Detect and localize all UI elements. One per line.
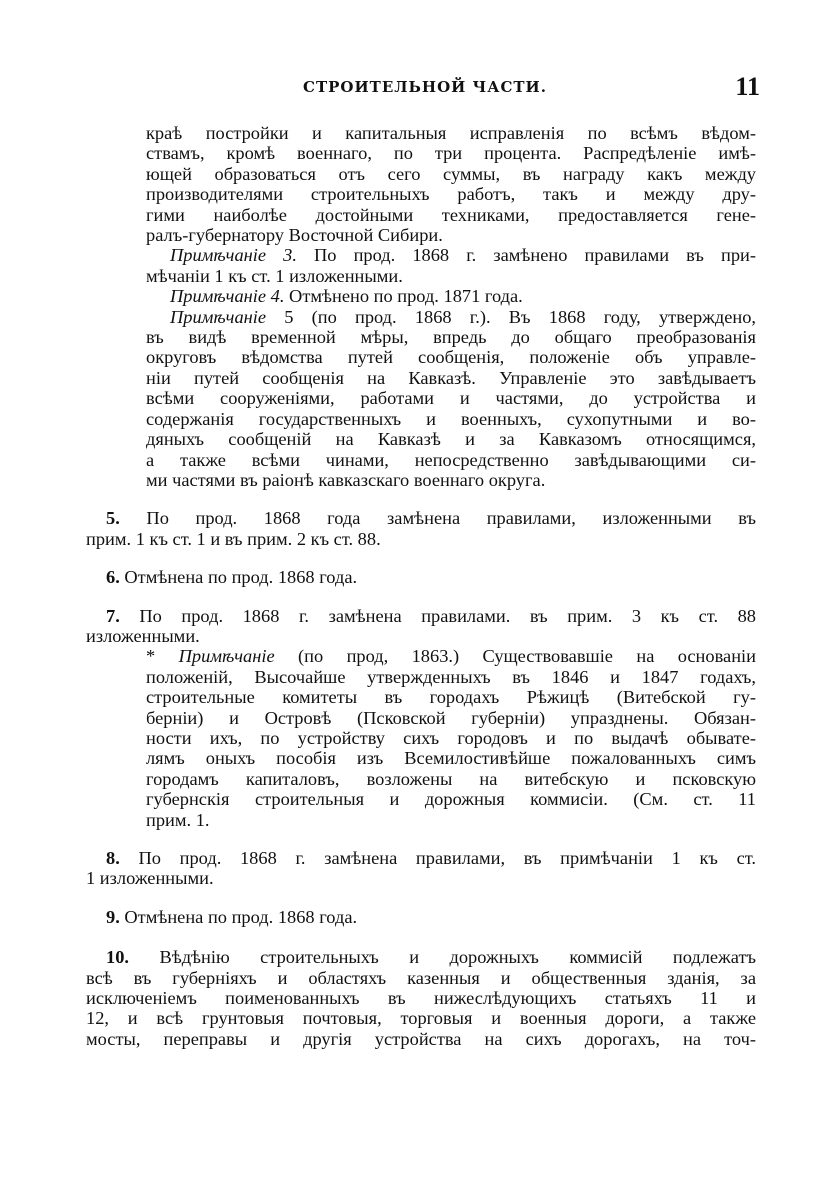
article-number: 9. <box>106 906 120 927</box>
text-line: прим. 1. <box>146 809 210 830</box>
text-line: въ видѣ временной мѣры, впредь до общаго преобразованія <box>146 327 756 348</box>
text-line: мосты, переправы и другія устройства на сихъ дорогахъ, на точ- <box>86 1028 756 1049</box>
page-header <box>90 72 760 106</box>
text-line: а также всѣми чинами, непосредственно завѣдывающими си- <box>146 449 756 470</box>
paragraph-gap <box>86 490 756 508</box>
text-line: содержанія государственныхъ и военныхъ, сухопутными и во- <box>146 408 756 429</box>
text-line: гими наиболѣе достойными техниками, предоставляется гене- <box>146 204 756 225</box>
text-line: лямъ оныхъ пособія изъ Всемилостивѣйше пожалованныхъ симъ <box>146 748 756 769</box>
text-line: мѣчаніи 1 къ ст. 1 изложенными. <box>146 265 403 286</box>
text-line <box>86 567 756 587</box>
text-line <box>146 286 756 306</box>
text-line: ющей образоваться отъ сего суммы, въ награду какъ между <box>146 163 756 184</box>
article-5 <box>86 508 756 549</box>
note-text: (по прод, 1863.) Существовавшіе на основаніи <box>274 646 756 667</box>
article-9 <box>86 907 756 927</box>
text-line: всѣ въ губерніяхъ и областяхъ казенныя и общественныя зданія, за <box>86 967 756 988</box>
text-line: округовъ вѣдомства путей сообщенія, положеніе объ управле- <box>146 347 756 368</box>
paragraph-gap <box>86 889 756 907</box>
text-line: изложенными. <box>86 625 200 646</box>
text-line: городамъ капиталовъ, возложены на витебскую и псковскую <box>146 768 756 789</box>
text-line <box>86 947 756 967</box>
page-number: 11 <box>735 72 760 101</box>
note-4 <box>86 286 756 306</box>
text-line: прим. 1 къ ст. 1 и въ прим. 2 къ ст. 88. <box>86 528 381 549</box>
text-line <box>146 646 756 666</box>
text-line: краѣ постройки и капитальныя исправленія по всѣмъ вѣдом- <box>146 123 756 143</box>
note-5 <box>86 307 756 491</box>
article-7 <box>86 606 756 647</box>
article-6 <box>86 567 756 587</box>
paragraph-gap <box>86 927 756 947</box>
article-text: По прод. 1868 года замѣнена правилами, изложенными въ <box>119 508 756 529</box>
article-number: 8. <box>106 848 120 868</box>
text-line <box>86 508 756 528</box>
note-text: 5 (по прод. 1868 г.). Въ 1868 году, утверждено, <box>266 306 756 327</box>
paragraph-gap <box>86 830 756 848</box>
note-text: По прод. 1868 г. замѣнено правилами въ при- <box>296 245 756 266</box>
text-line: положеній, Высочайше утвержденныхъ въ 1846 и 1847 годахъ, <box>146 666 756 687</box>
article-text: По прод. 1868 г. замѣнена правилами, въ примѣчаніи 1 къ ст. <box>119 848 756 868</box>
paragraph-gap <box>86 588 756 606</box>
article-8 <box>86 848 756 889</box>
note-text: Отмѣнено по прод. 1871 года. <box>284 286 523 307</box>
continuation-paragraph <box>86 123 756 245</box>
text-line: строительные комитеты въ городахъ Рѣжицѣ (Витебской гу- <box>146 687 756 708</box>
page-body <box>86 123 756 1049</box>
text-line: всѣми сооруженіями, работами и частями, до устройства и <box>146 388 756 409</box>
article-text: Вѣдѣнію строительныхъ и дорожныхъ коммисій подлежатъ <box>129 947 756 968</box>
article-text: По прод. 1868 г. замѣнена правилами. въ прим. 3 къ ст. 88 <box>119 605 756 626</box>
text-line: ніи путей сообщенія на Кавказѣ. Управленіе это завѣдываетъ <box>146 367 756 388</box>
text-line: берніи) и Островѣ (Псковской губерніи) упразднены. Обязан- <box>146 707 756 728</box>
text-line: ности ихъ, по устройству сихъ городовъ и по выдачѣ обывате- <box>146 727 756 748</box>
text-line: ми частями въ раіонѣ кавказскаго военнаго округа. <box>146 469 546 490</box>
article-text: Отмѣнена по прод. 1868 года. <box>119 906 358 927</box>
paragraph-gap <box>86 549 756 567</box>
text-line: губернскія строительныя и дорожныя коммисіи. (См. ст. 11 <box>146 789 756 810</box>
text-line: 12, и всѣ грунтовыя почтовыя, торговыя и военныя дороги, а также <box>86 1008 756 1029</box>
article-number: 10. <box>106 947 129 968</box>
note-label: Примѣчаніе <box>178 646 275 667</box>
text-line: 1 изложенными. <box>86 868 214 889</box>
note-3 <box>86 245 756 286</box>
running-head: СТРОИТЕЛЬНОЙ ЧАСТИ. <box>303 78 547 96</box>
text-line: дяныхъ сообщеній на Кавказѣ и за Кавказомъ относящимся, <box>146 429 756 450</box>
article-number: 5. <box>106 508 120 529</box>
note-label: Примѣчаніе <box>170 306 267 327</box>
note-article-7 <box>86 646 756 830</box>
article-10 <box>86 947 756 1049</box>
note-label: Примѣчаніе 3. <box>170 245 297 266</box>
text-line <box>146 245 756 265</box>
note-label: Примѣчаніе 4. <box>170 286 285 307</box>
text-line <box>86 848 756 868</box>
text-line <box>146 307 756 327</box>
text-line: исключеніемъ поименованныхъ въ нижеслѣдующихъ статьяхъ 11 и <box>86 988 756 1009</box>
footnote-mark: * <box>146 646 156 667</box>
text-line: ралъ-губернатору Восточной Сибири. <box>146 225 443 246</box>
text-line: ствамъ, кромѣ военнаго, по три процента. Распредѣленіе имѣ- <box>146 143 756 164</box>
article-number: 6. <box>106 567 120 588</box>
text-line <box>86 907 756 927</box>
article-number: 7. <box>106 605 120 626</box>
text-line <box>86 606 756 626</box>
text-line: производителями строительныхъ работъ, такъ и между дру- <box>146 184 756 205</box>
article-text: Отмѣнена по прод. 1868 года. <box>119 567 358 588</box>
